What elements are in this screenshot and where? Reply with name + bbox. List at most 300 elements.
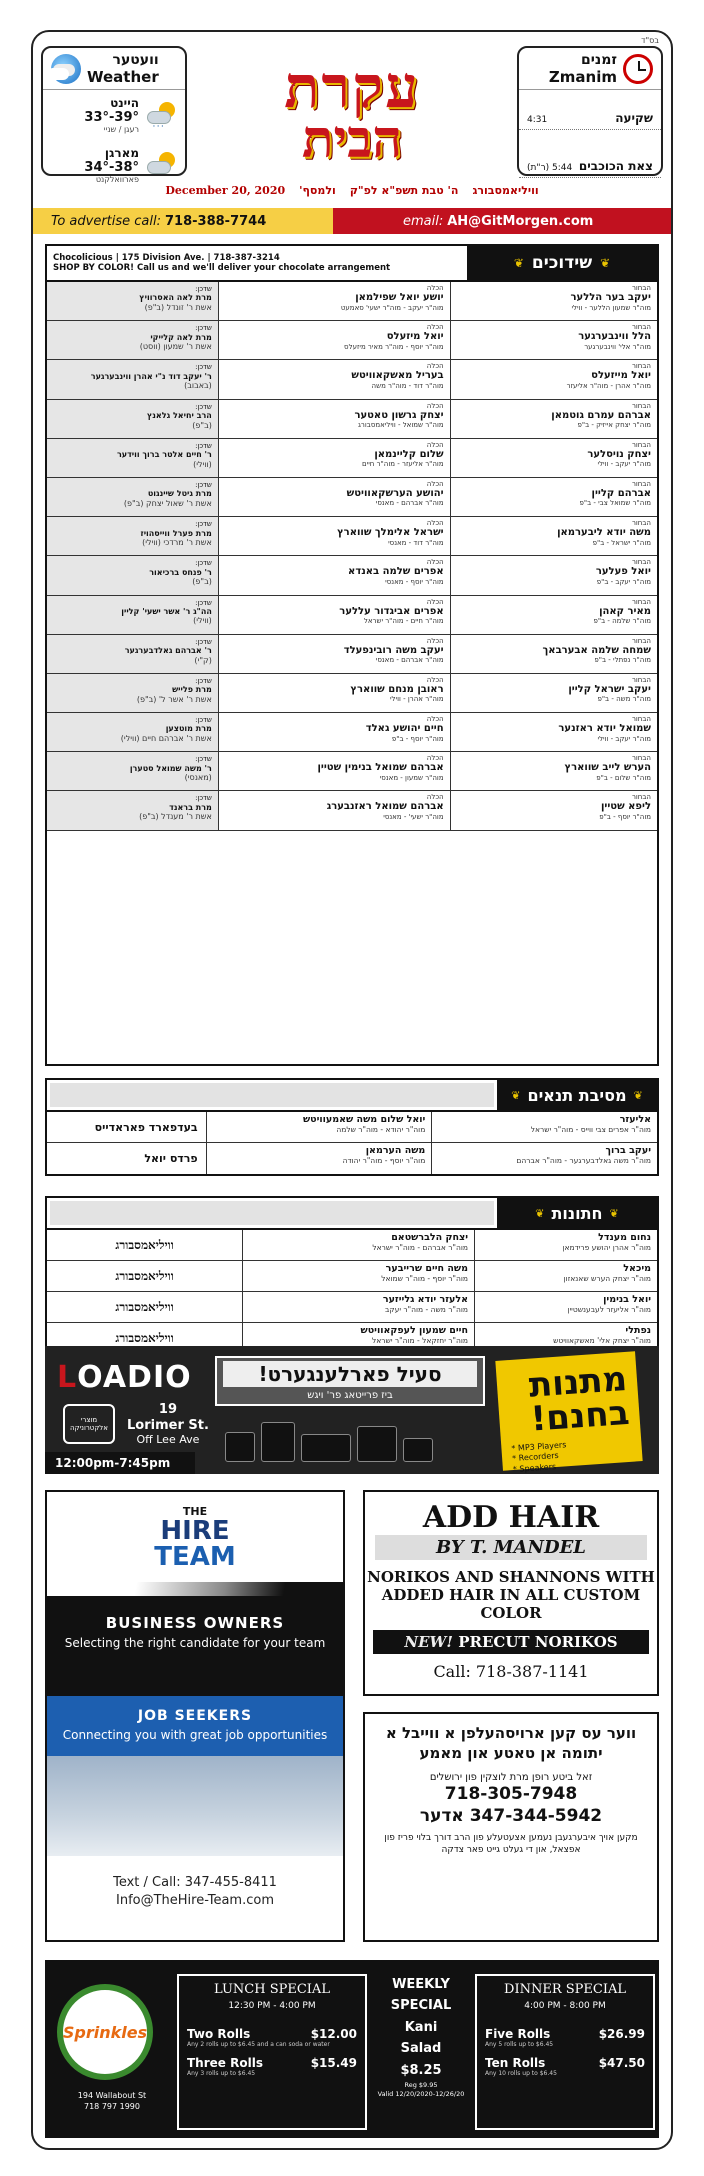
shadchan-label: שדכן:: [195, 363, 212, 372]
weather-tomorrow-text: [84, 146, 139, 184]
kallah-title: הכלה: [426, 715, 444, 724]
groom-parents: מוה"ר יעקב - ווילי: [597, 460, 651, 469]
hire-team-ad: [45, 1490, 345, 1942]
speaker-icon: [225, 1432, 255, 1462]
groom-parents: מוה"ר נפתלי - ב"פ: [594, 656, 651, 665]
zmanim-titles: [549, 52, 617, 86]
gift-badge: [495, 1351, 642, 1474]
dateline: [41, 184, 663, 202]
groom-name: אברהם קליין: [591, 487, 651, 499]
chasuna-place: וויליאמסבורג: [115, 1299, 174, 1314]
groom-parents: מוה"ר ישראל - ב"פ: [592, 538, 651, 547]
tenaim-row: [47, 1143, 657, 1174]
kallah-name: אברהם שמואל ראזנבערג: [326, 801, 444, 813]
shadchan-name: מרת בראנד: [169, 802, 212, 812]
chasunos-rows: [45, 1230, 659, 1356]
groom-cell: [450, 478, 657, 516]
kallah-name: ראובן מנחם שווארץ: [350, 683, 444, 695]
weekly-special: [373, 1974, 469, 2098]
dinner-item-note: Any 5 rolls up to $6.45: [485, 2041, 554, 2048]
tenaim-rows: [45, 1112, 659, 1176]
shadchan-label: שדכן:: [195, 676, 212, 685]
groom-title: הבחור: [631, 284, 651, 292]
tenaim-row: [47, 1112, 657, 1143]
kallah-title: הכלה: [426, 636, 444, 645]
shadchan-cell: [47, 556, 218, 594]
kallah-title: הכלה: [426, 519, 444, 528]
lunch-item: [187, 2027, 357, 2041]
groom-cell: [450, 635, 657, 673]
kallah-title: הכלה: [426, 440, 444, 449]
kallah-title: הכלה: [426, 793, 444, 802]
weekly-valid: Valid 12/20/2020-12/26/20: [377, 2089, 465, 2098]
top-note: בס"ד: [641, 36, 659, 45]
yad-phone-1[interactable]: 718-305-7948: [444, 1784, 578, 1804]
groom-title: הבחור: [631, 401, 651, 410]
tenaim-banner: [497, 1080, 657, 1110]
groom-title: הבחור: [631, 793, 651, 802]
ornament-icon: ❦: [513, 256, 524, 270]
kallah-title: הכלה: [426, 675, 444, 684]
addhair-by: BY T. MANDEL: [375, 1535, 647, 1560]
groom-cell: [450, 439, 657, 477]
tenaim-kallah-parents: מוה"ר יוסף - מוה"ר יהודה: [342, 1156, 426, 1165]
tenaim-kallah-name: משה הערמאן: [365, 1145, 426, 1156]
kallah-cell: [218, 360, 450, 398]
shadchan-label: שדכן:: [195, 402, 212, 411]
kallah-cell: [218, 791, 450, 829]
chasunos-header: [45, 1196, 659, 1230]
hire-logo: [47, 1492, 343, 1582]
shadchan-cell: [47, 321, 218, 359]
kallah-cell: [218, 674, 450, 712]
dinner-title: DINNER SPECIAL: [504, 1982, 626, 1997]
addhair-new: [373, 1630, 649, 1654]
lunch-item-name: Three Rolls: [187, 2056, 263, 2070]
shadchan-cell: [47, 400, 218, 438]
chasuna-kallah: [242, 1230, 474, 1260]
weather-tomorrow: [43, 140, 185, 190]
groom-title: הבחור: [631, 636, 651, 645]
hire-email[interactable]: Info@TheHire-Team.com: [116, 1892, 274, 1908]
shadchan-name: מרת לאה האסרוויץ: [139, 293, 212, 303]
chasuna-chosson-name: נחום מענדל: [598, 1232, 651, 1243]
business-owners: [47, 1596, 343, 1696]
groom-title: הבחור: [631, 519, 651, 528]
shadchan-cell: [47, 635, 218, 673]
lunch-title: LUNCH SPECIAL: [214, 1982, 330, 1997]
groom-cell: [450, 282, 657, 320]
groom-name: הערש לייב שווארץ: [564, 762, 651, 774]
groom-parents: מוה"ר שלמה - ב"פ: [593, 617, 651, 626]
shadchan-cell: [47, 752, 218, 790]
loadio-addr-st: Lorimer St.: [127, 1417, 209, 1433]
kallah-title: הכלה: [426, 479, 444, 488]
tzedaka-ad: [363, 1712, 659, 1942]
loadio-addr-num: 19: [158, 1402, 177, 1417]
shadchan-detail: (מאנסי): [184, 773, 212, 783]
sale-title: סעיל פארלענגערט!: [223, 1361, 477, 1387]
groom-title: הבחור: [631, 323, 651, 332]
shadchan-cell: [47, 713, 218, 751]
groom-parents: מוה"ר משה - ב"פ: [597, 695, 651, 704]
kallah-cell: [218, 282, 450, 320]
js-sub: Connecting you with great job opportunities: [62, 1728, 328, 1742]
chasuna-kallah-name: אלעזר יודא גלייזער: [382, 1294, 468, 1305]
tenaim-chosson-parents: מוה"ר אפרים צבי ווייס - מוה"ר ישראל: [530, 1125, 651, 1134]
lunch-item-name: Two Rolls: [187, 2027, 251, 2041]
js-title: JOB SEEKERS: [137, 1708, 253, 1724]
dinner-time: 4:00 PM - 8:00 PM: [524, 2001, 606, 2011]
gift-title: מתנות בחנם!: [527, 1358, 631, 1440]
addhair-call[interactable]: Call: 718-387-1141: [433, 1662, 589, 1681]
shadchan-cell: [47, 791, 218, 829]
kallah-title: הכלה: [426, 323, 444, 332]
weekly-reg: Reg $9.95: [404, 2081, 438, 2090]
shadchan-detail: (ב"פ): [192, 577, 212, 587]
groom-title: הבחור: [631, 440, 651, 449]
tenaim-kallah: [206, 1143, 432, 1174]
shadchan-cell: [47, 360, 218, 398]
groom-title: הבחור: [631, 558, 651, 567]
addhair-desc: NORIKOS AND SHANNONS WITH ADDED HAIR IN ALL CUSTOM COLOR: [367, 1568, 655, 1622]
zmanim-label: צאת הכוכבים: [578, 159, 653, 173]
shadchan-label: שדכן:: [195, 794, 212, 803]
kallah-name: יואל מיזעלס: [386, 331, 444, 343]
shidduch-row: [47, 674, 657, 713]
groom-name: יואל פעלער: [595, 566, 651, 578]
shadchan-cell: [47, 282, 218, 320]
shadchan-label: שדכן:: [195, 559, 212, 568]
shadchan-name: מרת מוטצען: [165, 724, 212, 734]
dinner-item: [485, 2056, 645, 2070]
shadchan-detail: אשת ר' שאול יצחק (ב"פ): [123, 498, 212, 508]
chasuna-kallah-name: משה חיים שרייבער: [385, 1263, 468, 1274]
kallah-name: יהושע הערשקאוויטש: [346, 487, 444, 499]
chasuna-chosson-name: נפתלי: [625, 1325, 651, 1336]
groom-cell: [450, 791, 657, 829]
groom-name: שמואל יודא ראזנער: [558, 723, 651, 735]
hire-the: THE: [182, 1504, 208, 1518]
kallah-name: בעריל מאשקאוויטש: [351, 370, 444, 382]
shidduch-row: [47, 517, 657, 556]
groom-parents: מוה"ר שלום - ב"פ: [596, 773, 651, 782]
kallah-parents: מוה"ר ישעי' - מאנסי: [383, 812, 444, 821]
kallah-parents: מוה"ר דוד - מאנסי: [388, 538, 444, 547]
dinner-item-price: $26.99: [598, 2027, 645, 2041]
groom-name: יצחק נויסלער: [587, 448, 651, 460]
chasuna-chosson: [474, 1261, 657, 1291]
shadchan-cell: [47, 674, 218, 712]
kallah-parents: מוה"ר יוסף - מוה"ר מאיר מיזעלס: [344, 342, 444, 351]
sprinkles-addr-2: 718 797 1990: [84, 2102, 140, 2112]
kallah-title: הכלה: [426, 401, 444, 410]
zmanim-box: [517, 46, 663, 176]
loadio-sale-banner: [215, 1356, 485, 1406]
groom-parents: מוה"ר יעקב - ווילי: [597, 734, 651, 743]
shidduch-row: [47, 752, 657, 791]
yad-or: אדער: [419, 1806, 464, 1826]
lunch-item-note: Any 3 rolls up to $6.45: [187, 2070, 256, 2077]
groom-name: יעקב ישראל קליין: [568, 683, 651, 695]
mp3-player-icon: [261, 1422, 295, 1462]
sprinkles-logo-text: Sprinkles: [62, 2022, 148, 2042]
shadchan-name: הרב יחיאל גלאנץ: [147, 410, 212, 420]
job-seekers: [47, 1696, 343, 1856]
groom-name: יואל מייזעלס: [591, 370, 651, 382]
weather-desc: רעגן / שניי: [103, 125, 139, 134]
dateline-heb-date: ה' טבת תשפ"א לפ"ק: [349, 184, 459, 197]
shadchan-detail: אשת ר' אברהם חיים (ווילי): [120, 734, 212, 744]
ornament-icon: ❦: [511, 1088, 521, 1102]
groom-cell: [450, 596, 657, 634]
chasuna-kallah-name: חיים שמעון לעפקאוויטש: [360, 1325, 468, 1336]
tenaim-kallah: [206, 1112, 432, 1142]
shidduchim-header: [47, 246, 657, 282]
groom-cell: [450, 400, 657, 438]
sponsor-line-2: SHOP BY COLOR! Call us and we'll deliver your chocolate arrangement: [53, 263, 391, 273]
chasuna-kallah: [242, 1292, 474, 1322]
kallah-title: הכלה: [426, 754, 444, 763]
kallah-cell: [218, 439, 450, 477]
zmanim-title-yi: זמנים: [581, 51, 617, 68]
shadchan-detail: אשת ר' אשר ל' (ב"פ): [136, 694, 212, 704]
zmanim-title-en: Zmanim: [548, 67, 617, 86]
hire-contact: [47, 1856, 343, 1940]
weather-today-text: [84, 96, 139, 134]
weekly-1: WEEKLY: [392, 1977, 450, 1992]
chasuna-kallah-parents: מוה"ר יוסף - מוה"ר שמואל: [381, 1274, 468, 1283]
shidduchim-title: שידוכים: [531, 253, 593, 273]
tenaim-chosson-name: אליעזר: [619, 1114, 651, 1125]
sponsor-ad: [47, 246, 467, 280]
shadchan-detail: אשת ר' שמעון (ווסט): [139, 342, 212, 352]
weather-temp: 39°-33°: [84, 110, 139, 125]
dinner-item: [485, 2027, 645, 2041]
kallah-name: יעקב משה רובינפעלד: [343, 644, 444, 656]
kallah-title: הכלה: [426, 558, 444, 567]
yad-phone-2-number[interactable]: 347-344-5942: [469, 1806, 603, 1826]
chasunos-header-fill: [47, 1198, 497, 1228]
lunch-time: 12:30 PM - 4:00 PM: [228, 2001, 316, 2011]
shadchan-detail: אשת ר' מרדכי (ווילי): [142, 538, 212, 548]
groom-parents: מוה"ר יעקב - ב"פ: [596, 577, 651, 586]
yad-line-1: ווער עס קען ארויסהעלפן א ווייבל א יתומה אן טאטע און מאמע: [385, 1724, 637, 1762]
shadchan-label: שדכן:: [195, 441, 212, 450]
kallah-parents: מוה"ר יוסף - ב"פ: [391, 734, 444, 743]
kallah-parents: מוה"ר יוסף - מאנסי: [385, 577, 444, 586]
chasuna-kallah-parents: מוה"ר יחזקאל - מוה"ר ישראל: [372, 1336, 468, 1345]
addhair-new-text: PRECUT NORIKOS: [458, 1633, 618, 1651]
kallah-title: הכלה: [426, 284, 444, 292]
groom-parents: מוה"ר אהרן - מוה"ר אליעזר: [566, 381, 651, 390]
hire-hire: HIRE: [160, 1515, 230, 1546]
tenaim-header-fill: [47, 1080, 497, 1110]
groom-title: הבחור: [631, 675, 651, 684]
shadchan-detail: (ווילי): [193, 616, 212, 626]
tenaim-title: מסיבת תנאים: [527, 1085, 627, 1105]
sprinkles-ad: [45, 1960, 659, 2138]
kallah-cell: [218, 321, 450, 359]
chasuna-kallah-name: יצחק הלברשטאם: [391, 1232, 468, 1243]
dinner-item-name: Five Rolls: [485, 2027, 551, 2041]
chasuna-kallah-parents: מוה"ר משה - מוה"ר יעקב: [384, 1305, 468, 1314]
kallah-parents: מוה"ר שמעון - מאנסי: [379, 773, 444, 782]
chasuna-chosson: [474, 1230, 657, 1260]
weekly-3: Kani: [404, 2019, 438, 2035]
advertise-label: To advertise call:: [51, 213, 162, 229]
shadchan-name: ר' פנחס ברכיאור: [149, 567, 212, 577]
weather-temp: 38°-34°: [84, 160, 139, 175]
kallah-name: אפרים אביגדור עללער: [339, 605, 444, 617]
groom-cell: [450, 517, 657, 555]
gift-items: * MP3 Players * Recorders * Speakers: [511, 1440, 567, 1474]
sprinkles-logo: [57, 1984, 153, 2080]
lunch-item: [187, 2056, 357, 2070]
alarm-clock-icon: [623, 54, 653, 84]
dinner-item-name: Ten Rolls: [485, 2056, 546, 2070]
zmanim-label: שקיעה: [615, 111, 653, 125]
chasuna-chosson-name: מיכאל: [623, 1263, 651, 1274]
shidduchim-section: [45, 244, 659, 1066]
shadchan-label: שדכן:: [195, 324, 212, 333]
kallah-name: אפרים שלמה באנדא: [348, 566, 444, 578]
weather-desc: פארוואלקנט: [95, 175, 139, 184]
kallah-name: חיים יהושע גאלד: [365, 723, 444, 735]
shadchan-detail: (ק"י): [194, 655, 212, 665]
dateline-date: December 20, 2020: [165, 184, 286, 197]
shidduchim-banner: [467, 246, 657, 280]
shadchan-label: שדכן:: [195, 755, 212, 764]
radio-icon: [301, 1434, 351, 1462]
shadchan-cell: [47, 517, 218, 555]
kallah-cell: [218, 556, 450, 594]
sprinkles-address: [57, 2090, 167, 2112]
shidduch-row: [47, 282, 657, 321]
weather-titles: [87, 52, 159, 86]
groom-name: מאיר קאהן: [599, 605, 651, 617]
kallah-name: יצחק גרשון טאטער: [354, 409, 444, 421]
weather-title-en: Weather: [87, 67, 159, 86]
lunch-item-price: $15.49: [310, 2056, 357, 2070]
weekly-2: SPECIAL: [390, 1998, 452, 2014]
chasuna-row: [47, 1292, 657, 1323]
groom-name: ליפא שטיין: [600, 801, 651, 813]
shadchan-label: שדכן:: [195, 285, 212, 293]
weather-day-label: מארגן: [104, 146, 139, 160]
weather-today: [43, 90, 185, 140]
ornament-icon: ❦: [633, 1088, 643, 1102]
loadio-hours: 12:00pm-7:45pm: [45, 1452, 195, 1474]
shadchan-detail: (ב"פ): [192, 420, 212, 430]
groom-parents: מוה"ר שמעון הללער - ווילי: [571, 303, 651, 312]
shadchan-cell: [47, 478, 218, 516]
dateline-place: וויליאמסבורג: [472, 184, 539, 197]
shadchan-name: מרת גיטל שיינגוט: [147, 489, 212, 499]
groom-parents: מוה"ר אלי' ווינבערגער: [584, 342, 651, 351]
kallah-parents: מוה"ר יעקב - מוה"ר ישעי' סאמעט: [340, 303, 444, 312]
shadchan-label: שדכן:: [195, 480, 212, 489]
loadio-products: [225, 1416, 475, 1462]
tenaim-header: [45, 1078, 659, 1112]
sale-sub: ביז פרייטאג פר' ויגש: [307, 1390, 393, 1401]
tenaim-place: בעדפארד פאראדייס: [94, 1120, 198, 1134]
kallah-name: אברהם שמואל בנימין שטיין: [317, 762, 444, 774]
kallah-name: שלום קליינמאן: [374, 448, 444, 460]
sun-cloud-icon: [145, 152, 177, 178]
hire-team: TEAM: [154, 1541, 236, 1572]
rain-cloud-icon: ' ' ': [145, 102, 177, 128]
lunch-special: [177, 1974, 367, 2130]
logo-line-1: עקרת: [284, 53, 420, 121]
kallah-parents: מוה"ר אברהם - מאנסי: [375, 656, 444, 665]
newspaper-page: [31, 30, 673, 2150]
shadchan-name: מרת פערל ווייסהויז: [140, 528, 212, 538]
tenaim-kallah-parents: מוה"ר יהודא - מוה"ר שלמה: [336, 1125, 426, 1134]
weather-box: [41, 46, 187, 184]
bo-title: BUSINESS OWNERS: [105, 1614, 285, 1632]
shadchan-detail: אשת ר' זונדל (ב"פ): [144, 302, 212, 312]
groom-title: הבחור: [631, 597, 651, 606]
shadchan-detail: (ווילי): [193, 459, 212, 469]
chasuna-chosson-parents: מוה"ר אליעזר לעבענשטיין: [567, 1305, 651, 1314]
shadchan-name: ר' יעקב דוד נ"י אהרן ווינבערגער: [90, 371, 212, 381]
groom-title: הבחור: [631, 715, 651, 724]
chasuna-place: וויליאמסבורג: [115, 1330, 174, 1345]
shidduch-row: [47, 360, 657, 399]
groom-cell: [450, 674, 657, 712]
kallah-cell: [218, 478, 450, 516]
shidduch-row: [47, 478, 657, 517]
zmanim-value: 4:31: [527, 115, 548, 125]
shidduch-row: [47, 596, 657, 635]
kallah-parents: מוה"ר אליעזר - מוה"ר חיים: [362, 460, 444, 469]
chasuna-kallah-parents: מוה"ר אברהם - מוה"ר ישראל: [372, 1243, 468, 1252]
kallah-parents: מוה"ר אברהם - מאנסי: [375, 499, 444, 508]
loadio-ad: [45, 1346, 659, 1474]
zmanim-value: (ר"ת) 5:44: [527, 163, 573, 173]
ornament-icon: ❦: [535, 1206, 545, 1220]
shidduch-row: [47, 556, 657, 595]
yad-line-3: מקען אויך איבערגעבן נעמען אצעטעלע פון הרב דורך בלוי פריז פון אפצאל, און די געלט גייט פאר צדקה: [384, 1833, 638, 1856]
chasuna-chosson-parents: מוה"ר אהרן יהושע פרידמאן: [562, 1243, 651, 1252]
groom-name: משה יודא ליבערמאן: [557, 527, 651, 539]
weather-day-label: היינט: [110, 96, 139, 110]
groom-name: שמחה שלמה אבערבאך: [542, 644, 651, 656]
groom-cell: [450, 713, 657, 751]
hire-phone[interactable]: Text / Call: 347-455-8411: [113, 1875, 277, 1890]
kallah-cell: [218, 635, 450, 673]
yad-line-2: זאל ביטע רופן מרת לוצקין פון ירושלים: [429, 1772, 593, 1783]
groom-title: הבחור: [631, 362, 651, 371]
lunch-item-price: $12.00: [310, 2027, 357, 2041]
shadchan-name: ר' אברהם גאלדבערגער: [124, 646, 212, 656]
shadchan-label: שדכן:: [195, 637, 212, 646]
spacer: [519, 130, 661, 142]
ornament-icon: ❦: [600, 256, 611, 270]
loadio-seal: מוצרי אלקטרוניקה: [63, 1404, 115, 1444]
shadchan-detail: (באבוב): [184, 381, 212, 391]
lunch-item-note: Any 2 rolls up to $6.45 and a can soda or water: [187, 2041, 330, 2048]
bo-sub: Selecting the right candidate for your team: [64, 1636, 326, 1650]
groom-title: הבחור: [631, 479, 651, 488]
loadio-address: [127, 1402, 209, 1446]
email-link[interactable]: AH@GitMorgen.com: [447, 213, 594, 229]
advertise-phone[interactable]: 718-388-7744: [165, 213, 267, 229]
kallah-title: הכלה: [426, 597, 444, 606]
sprinkles-addr-1: 194 Wallabout St: [77, 2091, 147, 2100]
dateline-issue: ולמסף': [299, 184, 336, 197]
